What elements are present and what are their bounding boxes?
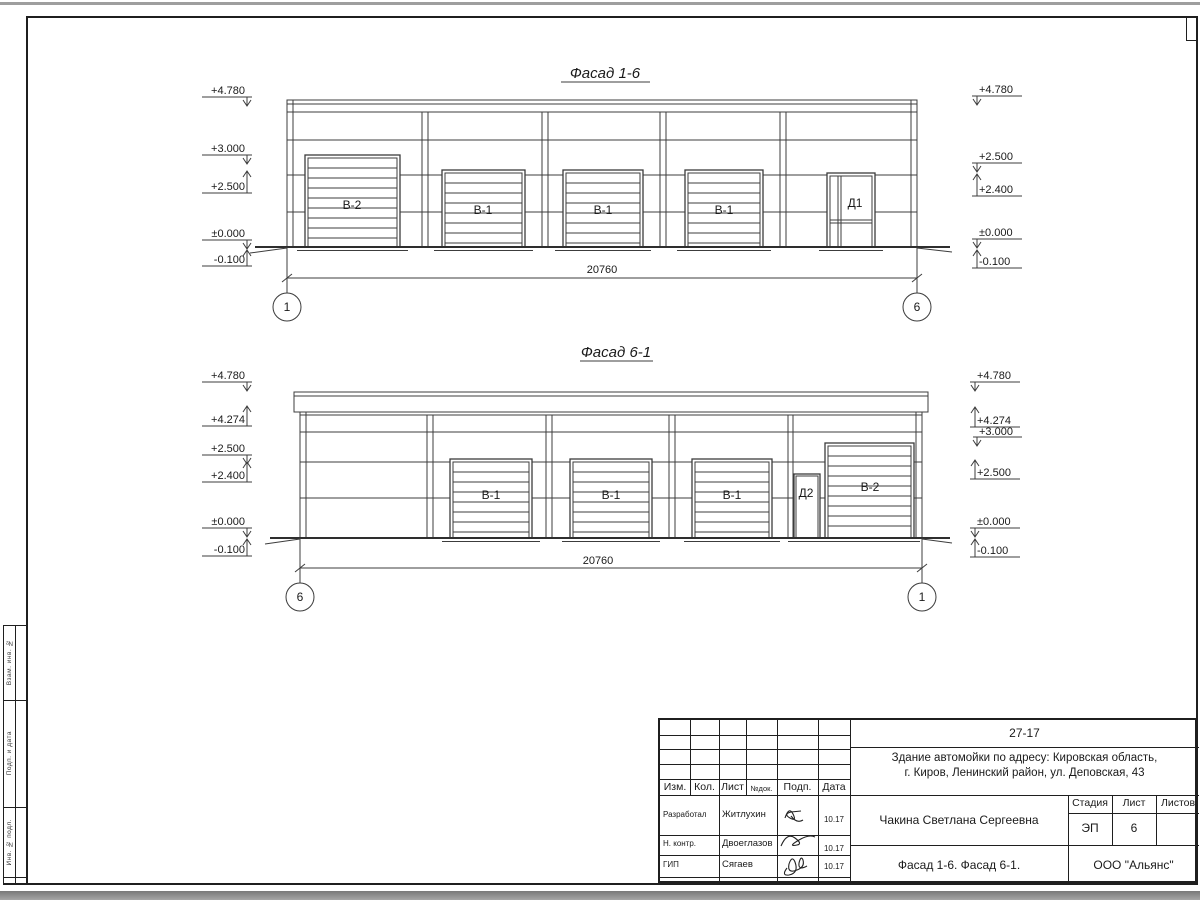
corner-cell-line [1186, 40, 1198, 41]
signature [784, 858, 807, 875]
elevation-mark: +3.000 [211, 143, 245, 155]
elevation-mark: +2.500 [211, 181, 245, 193]
sheet-value: 6 [1130, 821, 1138, 835]
stamp-section-label: Подп. и дата [6, 731, 13, 776]
sheet-header: Лист [1122, 797, 1146, 809]
stamp-section-label: Взам. инв. № [6, 639, 13, 686]
door-label: В-1 [601, 488, 621, 502]
elevation-mark: ±0.000 [211, 228, 245, 240]
col-header-izm: Изм. [663, 781, 687, 793]
elevation-mark: ±0.000 [977, 516, 1011, 528]
door-label: В-1 [593, 203, 613, 217]
entrance-door-d2 [794, 474, 820, 538]
entrance-door-d1 [827, 173, 875, 247]
facade-1-6-title: Фасад 1-6 [569, 65, 641, 82]
door-label: В-1 [722, 488, 742, 502]
stage-header: Стадия [1072, 797, 1108, 809]
elevation-mark: +2.500 [211, 443, 245, 455]
signature [781, 836, 815, 846]
project-address-line1: Здание автомойки по адресу: Кировская область, [891, 752, 1158, 764]
dimension-value: 20760 [582, 555, 614, 567]
sheet-title: Фасад 1-6. Фасад 6-1. [897, 858, 1021, 872]
sheets-header: Листов [1160, 797, 1196, 809]
scan-edge-bottom [0, 891, 1200, 900]
sign-date: 10.17 [823, 844, 845, 853]
elevation-mark: -0.100 [977, 545, 1009, 557]
door-label: В-2 [860, 480, 880, 494]
elevation-mark: ±0.000 [979, 227, 1013, 239]
elevation-mark: +4.780 [211, 85, 245, 97]
col-header-doc: №док. [750, 784, 773, 793]
elevation-marks-right [972, 84, 1022, 268]
facade-1-6-drawing [202, 65, 1022, 321]
col-header-data: Дата [822, 781, 846, 793]
elevation-mark: +2.500 [979, 151, 1013, 163]
dimension-value: 20760 [586, 264, 618, 276]
door-label: В-1 [714, 203, 734, 217]
role-label: ГИП [663, 860, 679, 869]
facade-6-1-drawing [202, 344, 1022, 611]
sign-date: 10.17 [823, 862, 845, 871]
elevation-mark: +2.400 [979, 184, 1013, 196]
elevation-mark: +2.400 [211, 470, 245, 482]
signatures [777, 798, 818, 883]
axis-bubble: 1 [918, 590, 926, 604]
role-label: Н. контр. [663, 839, 697, 848]
stamp-section-label: Инв. № подл. [6, 818, 13, 866]
person-name: Сягаев [722, 859, 753, 870]
elevation-marks-right [970, 370, 1022, 557]
project-address-line2: г. Киров, Ленинский район, ул. Деповская, 43 [904, 767, 1145, 779]
elevation-mark: +4.274 [211, 414, 245, 426]
person-name: Двоеглазов [722, 838, 773, 849]
door-label: Д1 [847, 196, 863, 210]
elevation-mark: ±0.000 [211, 516, 245, 528]
door-label: В-2 [342, 198, 362, 212]
elevation-mark: +4.274 [977, 415, 1011, 427]
door-label: В-1 [473, 203, 493, 217]
company-name: ООО "Альянс" [1093, 858, 1174, 872]
stage-value: ЭП [1081, 821, 1099, 835]
frame-bottom [3, 883, 1198, 885]
facade-6-1-title: Фасад 6-1 [580, 344, 652, 361]
axis-bubble: 6 [913, 300, 921, 314]
axis-bubble: 6 [296, 590, 304, 604]
project-code: 27-17 [1009, 726, 1040, 740]
frame-left [26, 16, 28, 884]
role-label: Разработал [663, 810, 707, 819]
author-name: Чакина Светлана Сергеевна [879, 813, 1039, 827]
sign-date: 10.17 [823, 815, 845, 824]
elevation-marks-left [202, 370, 252, 556]
col-header-list: Лист [721, 781, 744, 793]
person-name: Житлухин [722, 809, 766, 820]
corner-cell-line [1186, 16, 1187, 40]
frame-top [26, 16, 1198, 18]
door-label: В-1 [481, 488, 501, 502]
title-block [658, 718, 1197, 883]
elevation-mark: +4.780 [211, 370, 245, 382]
door-label: Д2 [798, 486, 814, 500]
elevation-marks-left [202, 85, 252, 266]
elevation-mark: -0.100 [213, 254, 245, 266]
axis-bubble: 1 [283, 300, 291, 314]
elevation-mark: -0.100 [213, 544, 245, 556]
scan-edge-top [0, 2, 1200, 5]
signature [785, 811, 803, 822]
col-header-podp: Подп. [783, 781, 812, 793]
elevation-mark: +4.780 [979, 84, 1013, 96]
elevation-mark: -0.100 [979, 256, 1011, 268]
col-header-kol: Кол. [694, 781, 715, 793]
elevation-mark: +4.780 [977, 370, 1011, 382]
elevation-mark: +3.000 [979, 426, 1013, 438]
elevation-mark: +2.500 [977, 467, 1011, 479]
